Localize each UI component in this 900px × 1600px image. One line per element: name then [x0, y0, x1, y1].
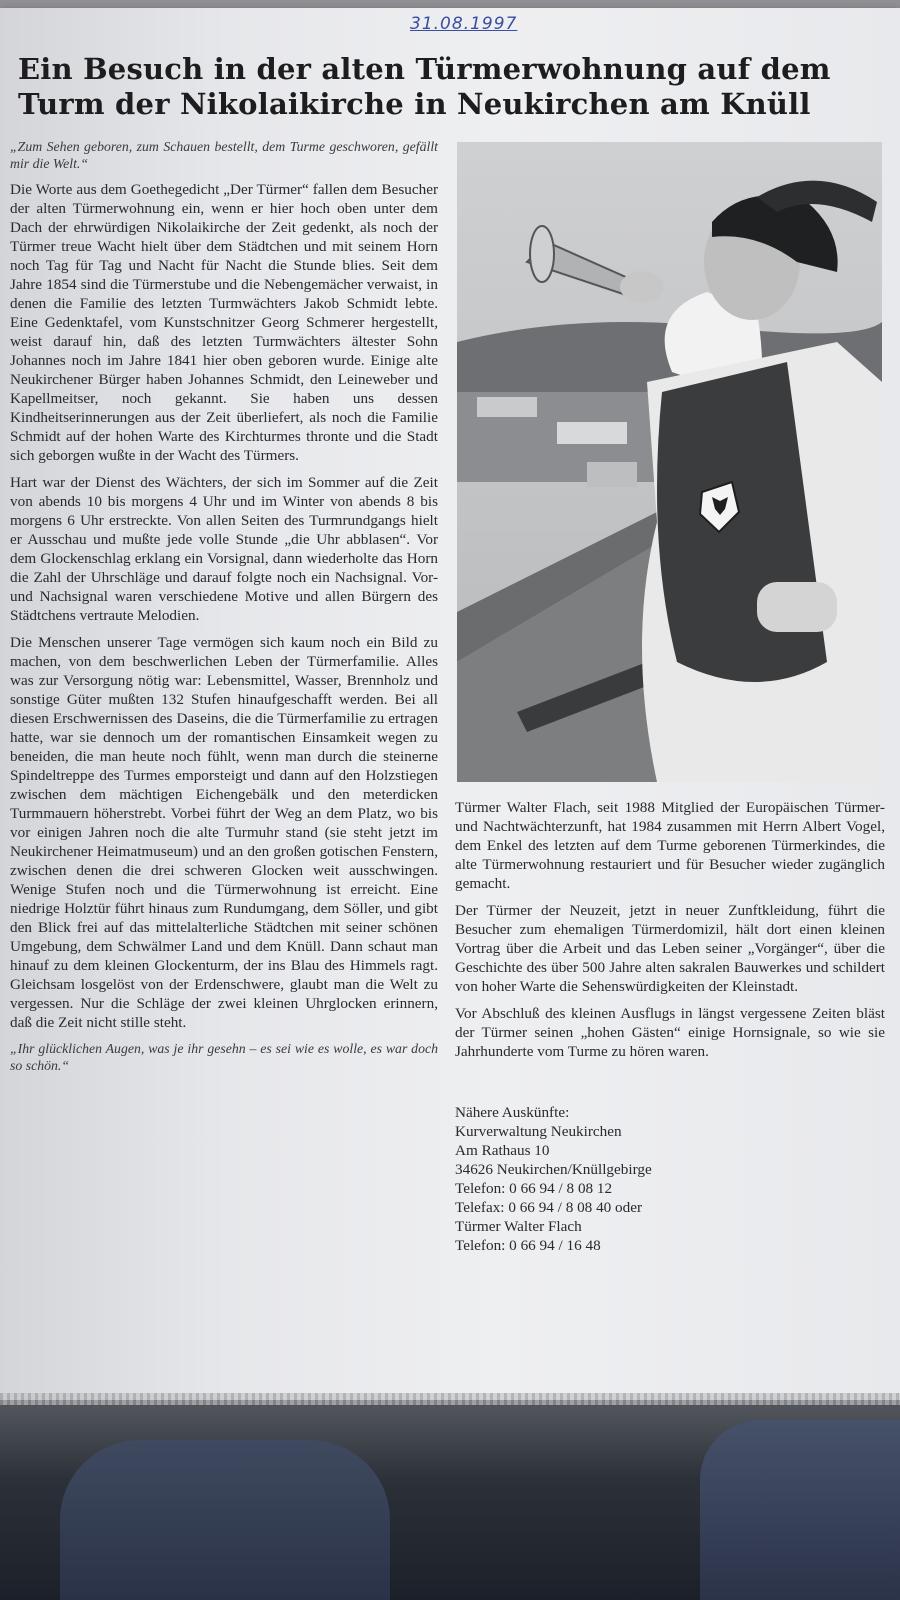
- paragraph-3: Die Menschen unserer Tage vermögen sich kaum noch ein Bild zu machen, von dem beschwerlichen Leben der Türmerfamilie. Alles was zur Versorgung nötig war: Lebensmittel, Wasser, Brennholz und sonstige Güter mußten 132 Stufen hinaufgeschafft werden. Bei all diesen Erschwernissen des Daseins, die die Türmerfamilie zu ertragen hatte, war sie dennoch um der romantischen Einsamkeit wegen zu beneiden, die man heute noch fühlt, wenn man durch die steinerne Spindeltreppe des Turmes emporsteigt und dann auf den Holzstiegen zwischen dem mächtigen Eichengebälk und den meterdicken Turmmauern höherstrebt. Vorbei führt der Weg an dem Platz, wo bis vor einigen Jahren noch die alte Turmuhr stand (sie steht jetzt im Neukirchener Heimatmuseum) und an den großen gotischen Fenstern, zwischen denen die drei schweren Glocken weit ausschwingen. Wenige Stufen noch und die Türmerwohnung ist erreicht. Eine niedrige Holztür führt hinaus zum Rundumgang, dem Söller, und gibt den Blick frei auf das mittelalterliche Städtchen mit seiner schönen Umgebung, dem Schwälmer Land und dem Knüll. Dann schaut man hinauf zu dem kleinen Glockenturm, der ins Blau des Himmels ragt. Gleichsam losgelöst von der Erdenschwere, glaubt man die Welt zu vergessen. Nur die Schläge der zwei kleinen Uhrglocken erinnern, daß die Zeit nicht stille steht.: [10, 634, 438, 1031]
- right-paragraph-2: Vor Abschluß des kleinen Ausflugs in längst vergessene Zeiten bläst der Türmer seinen „hohen Gästen“ einige Hornsignale, so wie sie Jahrhunderte vom Turme zu hören waren.: [455, 1005, 885, 1060]
- contact-line: Am Rathaus 10: [455, 1142, 550, 1159]
- left-column: [10, 138, 438, 1082]
- contact-heading: Nähere Auskünfte:: [455, 1104, 570, 1121]
- contact-block: [455, 1103, 885, 1255]
- handwritten-date: 31.08.1997: [410, 14, 518, 34]
- article-title: Ein Besuch in der alten Türmerwohnung auf dem Turm der Nikolaikirche in Neukirchen am Knüll: [18, 52, 831, 121]
- contact-line: Telefon: 0 66 94 / 8 08 12: [455, 1180, 613, 1197]
- contact-line: Türmer Walter Flach: [455, 1218, 582, 1235]
- contact-line: Kurverwaltung Neukirchen: [455, 1123, 622, 1140]
- paragraph-2: Hart war der Dienst des Wächters, der sich im Sommer auf die Zeit von abends 10 bis morgens 4 Uhr und im Winter von abends 8 bis morgens 6 Uhr erstreckte. Von allen Seiten des Turmrundgangs hielt er Ausschau und mußte jede volle Stunde „die Uhr abblasen“. Vor dem Glockenschlag erklang ein Vorsignal, dann wiederholte das Horn die Zahl der Uhrschläge und darauf folgte noch ein Nachsignal. Vor- und Nachsignal waren verschiedene Motive und allen Bürgern des Städtchens vertraute Melodien.: [10, 474, 438, 624]
- photo-illustration: [457, 142, 882, 782]
- right-paragraph-1: Der Türmer der Neuzeit, jetzt in neuer Zunftkleidung, führt die Besucher zum ehemaligen Türmerdomizil, hält dort einen kleinen Vortrag über die Arbeit und das Leben seiner „Vorgänger“, über die Geschichte des über 500 Jahre alten sakralen Bauwerkes und schildert von hoher Warte die Sehenswürdigkeiten der Kleinstadt.: [455, 902, 885, 995]
- knee-left: [60, 1440, 390, 1600]
- contact-line: Telefon: 0 66 94 / 16 48: [455, 1237, 601, 1254]
- outro-quote: „Ihr glücklichen Augen, was je ihr gesehn – es sei wie es wolle, es war doch so schön.“: [10, 1041, 438, 1073]
- contact-line: Telefax: 0 66 94 / 8 08 40 oder: [455, 1199, 643, 1216]
- knee-right: [700, 1420, 900, 1600]
- contact-line: 34626 Neukirchen/Knüllgebirge: [455, 1161, 652, 1178]
- intro-quote: „Zum Sehen geboren, zum Schauen bestellt, dem Turme geschworen, gefällt mir die Welt.“: [10, 139, 438, 171]
- sleeve-edge: [0, 1393, 900, 1405]
- right-column: [455, 798, 885, 1255]
- document-page: [0, 8, 900, 1400]
- photo-caption: Türmer Walter Flach, seit 1988 Mitglied der Europäischen Türmer- und Nachtwächterzunft, hat 1984 zusammen mit Herrn Albert Vogel, dem Enkel des letzten auf dem Turme geborenen Türmerkindes, die alte Türmerwohnung restauriert und für Besucher wieder zugänglich gemacht.: [455, 799, 885, 892]
- tower-keeper-photo: [457, 142, 882, 782]
- paragraph-1: Die Worte aus dem Goethegedicht „Der Türmer“ fallen dem Besucher der alten Türmerwohnung ein, wenn er hier hoch oben unter dem Dach der ehrwürdigen Nikolaikirche der Zeit gedenkt, als noch der Türmer treue Wacht hielt über dem Städtchen und mit seinem Horn noch Tag für Tag und Nacht für Nacht die Stunde blies. Seit dem Jahre 1854 sind die Türmerstube und die Nebengemächer verwaist, in denen die Familie des letzten Turmwächters Jakob Schmidt lebte. Eine Gedenktafel, vom Kunstschnitzer Georg Schmerer hergestellt, weist darauf hin, daß des letzten Turmwächters ältester Sohn Johannes noch im Jahre 1841 hier oben geboren wurde. Einige alte Neukirchener Bürger haben Johannes Schmidt, den Leineweber und Kapellmeitser, noch gekannt. Sie haben uns dessen Kindheitserinnerungen aus der Zeit überliefert, als noch die Familie Schmidt auf der hohen Warte des Kirchturmes thronte und die Stadt sich geborgen wußte in der Wacht des Türmers.: [10, 181, 438, 464]
